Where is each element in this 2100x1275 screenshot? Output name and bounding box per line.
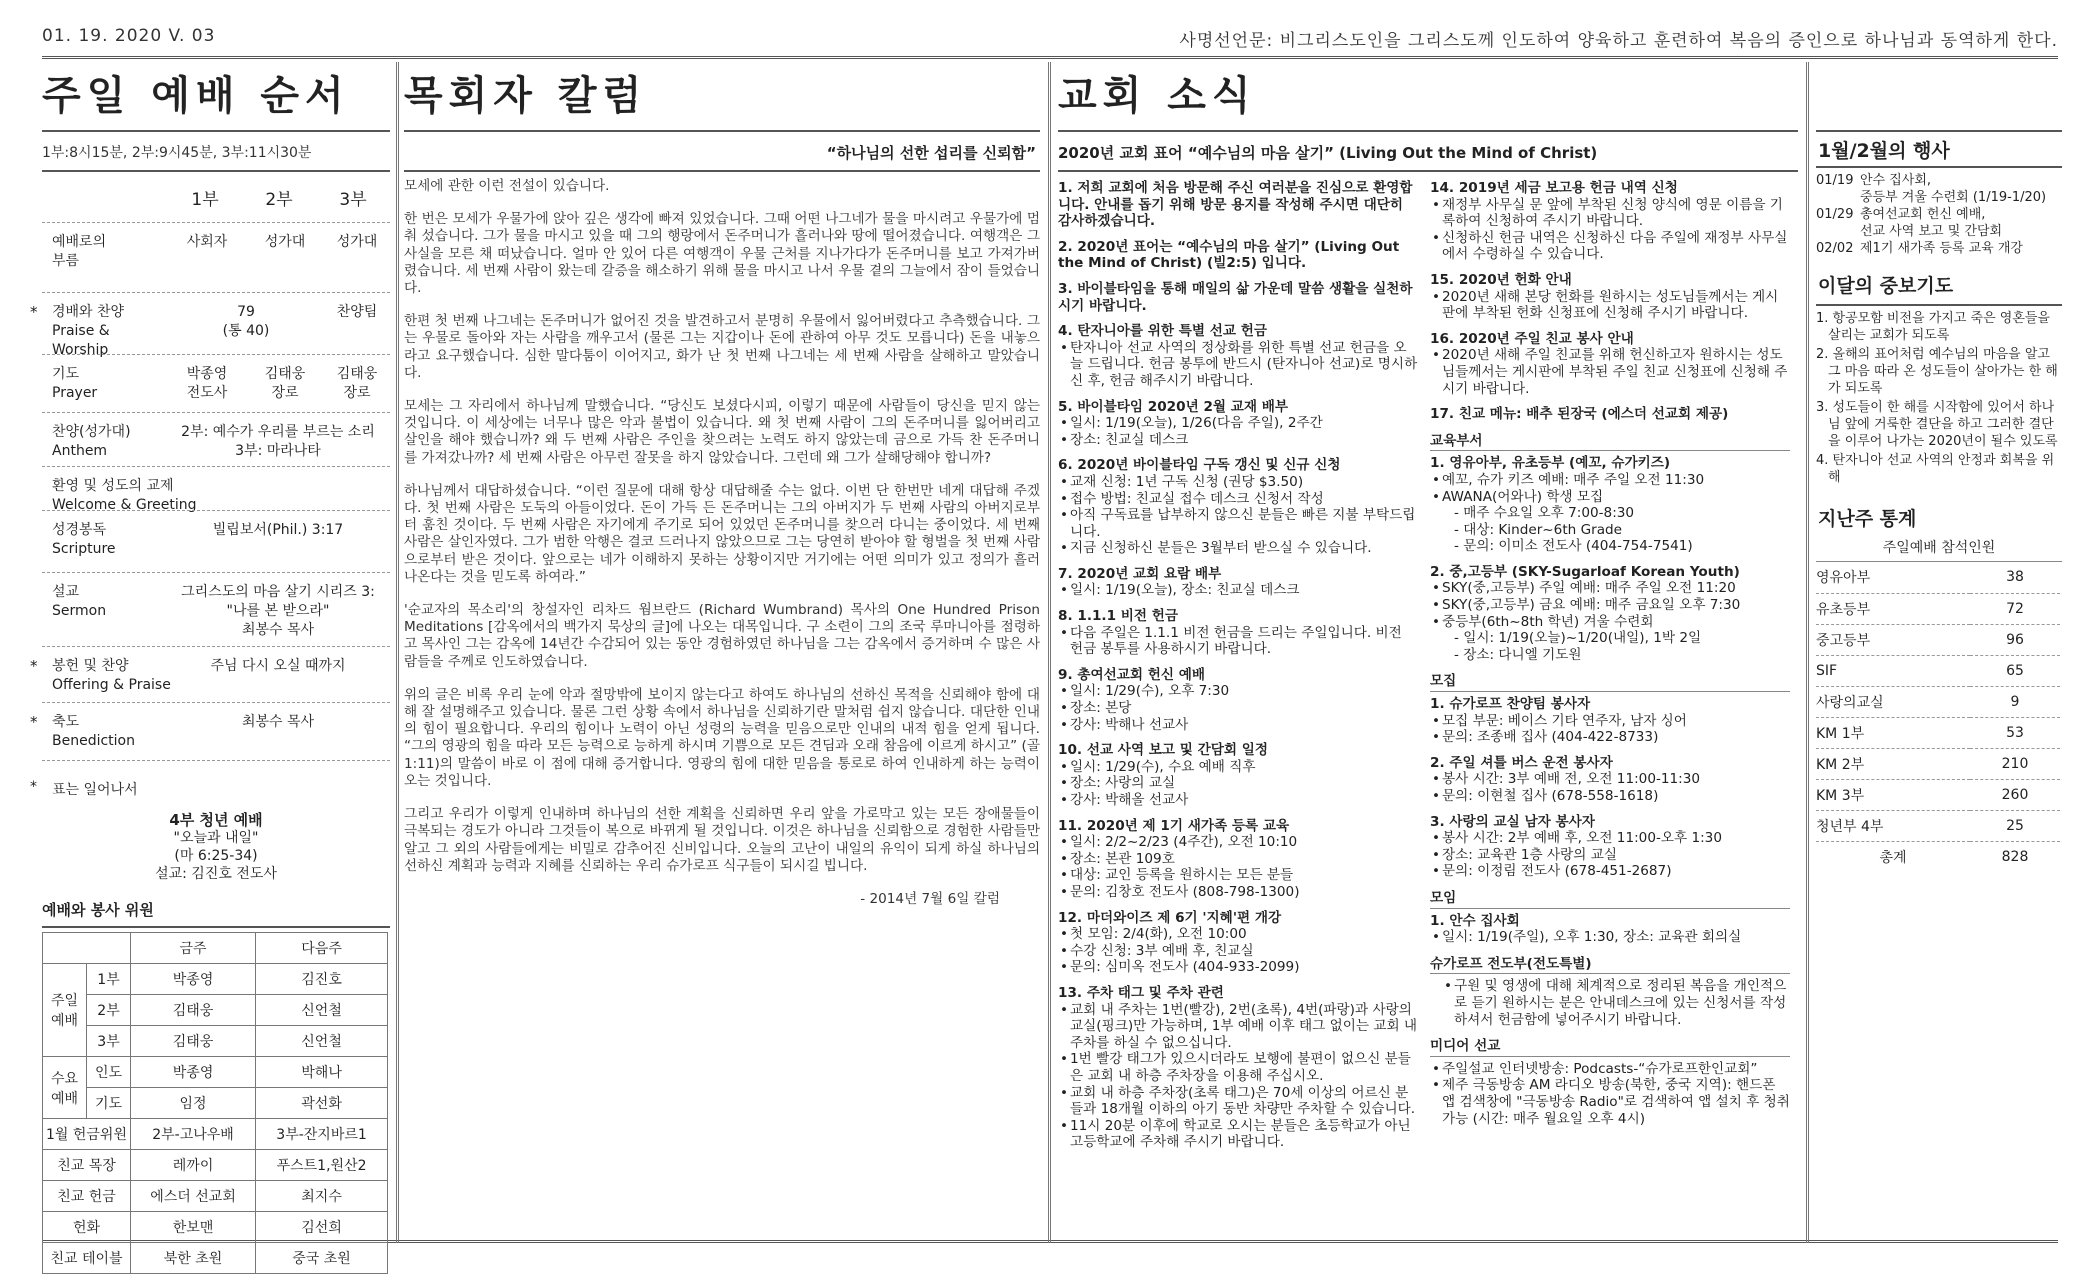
duty-row-label: 헌화 (43, 1212, 131, 1243)
news-bullet: • 모집 부문: 베이스 기타 연주자, 남자 싱어 (1442, 713, 1790, 730)
event-date: 02/02 (1816, 241, 1854, 256)
news-item-list (1430, 580, 1790, 663)
news-item-list (1430, 347, 1790, 397)
news-item-title: 16. 2020년 주일 친교 봉사 안내 (1430, 330, 1634, 347)
order-row-value: 2부: 예수가 우리를 부르는 소리 3부: 마라나타 (181, 424, 375, 459)
order-row (42, 354, 390, 412)
stats-value: 210 (1970, 748, 2060, 779)
order-row-label: 설교 Sermon (52, 584, 107, 619)
duty-next-week: 3부-잔지바르1 (256, 1119, 388, 1150)
event-item (1816, 206, 2062, 240)
column-divider (1806, 62, 1809, 1243)
news-bullet: • 탄자니아 선교 사역의 정상화를 위한 특별 선교 헌금을 오늘 드립니다. 헌금 봉투에 반드시 (탄자니아 선교)로 명시하신 후, 헌금 해주시기 바랍니다. (1070, 340, 1418, 390)
news-right (1430, 180, 1790, 1160)
news-bullet: • 접수 방법: 친교실 접수 데스크 신청서 작성 (1070, 491, 1418, 508)
stats-label: 유초등부 (1816, 593, 1970, 624)
date-volume: 01. 19. 2020 V. 03 (42, 26, 216, 46)
order-row (30, 292, 390, 358)
duty-row-label: 친교 목장 (43, 1150, 131, 1181)
evangelism-section-title: 슈가로프 전도부(전도특별) (1430, 956, 1790, 975)
events-list (1816, 172, 2062, 257)
column-paragraph: '순교자의 목소리'의 창설자인 리차드 웜브란드 (Richard Wumbrand) 목사의 One Hundred Prison Meditations [감옥에서의 백가지 묵상의 글]에 나오는 대목입니다. 구 소련이 그의 조국 루마니아를 점령하고 목사인 그는 감옥에 14년간 수감되어 있는 동안 경험하였던 하나님을 그는 감옥에서 증거하며 수 많은 사람들을 주께로 인도하였습니다. (404, 602, 1040, 670)
order-row-label: 기도 Prayer (52, 366, 98, 401)
duty-sub-label: 2부 (87, 995, 131, 1026)
stats-label: KM 3부 (1816, 779, 1970, 810)
news-item-list (1058, 625, 1418, 658)
duty-sub-label: 1부 (87, 964, 131, 995)
news-bullet: • AWANA(어와나) 학생 모집 (1442, 489, 1790, 506)
news-item-list (1058, 474, 1418, 557)
news-item-title: 1. 영유아부, 유초등부 (예꼬, 슈가키즈) (1430, 455, 1671, 472)
events-title: 1월/2월의 행사 (1818, 140, 1950, 162)
news-bullet: • 문의: 심미옥 전도사 (404-933-2099) (1070, 959, 1418, 976)
recruit-section-title: 모집 (1430, 673, 1790, 692)
stats-label: KM 2부 (1816, 748, 1970, 779)
prayer-item: 1. 항공모함 비전을 가지고 죽은 영혼들을 살리는 교회가 되도록 (1816, 311, 2050, 343)
media-list (1430, 1061, 1790, 1127)
edu-section-title: 교육부서 (1430, 433, 1790, 452)
order-row (42, 222, 390, 292)
duty-row-label: 친교 테이블 (43, 1243, 131, 1274)
news-item (1058, 818, 1418, 901)
stats-label: KM 1부 (1816, 717, 1970, 748)
column-paragraph: 하나님께서 대답하셨습니다. “이런 질문에 대해 항상 대답해줄 수는 없다. 이번 단 한번만 네게 대답해 주겠다. 첫 번째 사람은 도둑의 아들이었다. 돈이 가득 든 돈주머니는 그의 아버지가 두 번째 사람의 아버지로부터 훔친 것이다. 두 번째 사람은 자기에게 주기로 되어 있었던 돈주머니를 찾으러 다니는 중이었다. 세 번째 사람은 살인자였다. 그가 범한 악행은 결코 드러나지 않았으므로 그는 당연히 받아야 할 형벌을 첫 번째 사람으로부터 받은 것이다. 앞으로는 네가 이해하지 못하는 상황이지만 거기에는 어떤 의미가 있고 정의가 흘러나온다는 것을 믿도록 하여라.” (404, 482, 1040, 585)
prayer-title: 이달의 중보기도 (1818, 275, 1954, 297)
stats-title: 지난주 통계 (1818, 508, 1917, 530)
stats-table (1816, 562, 2060, 872)
news-item-title: 13. 주차 태그 및 주차 관련 (1058, 984, 1224, 1001)
news-item-title: 1. 슈가로프 찬양팀 봉사자 (1430, 696, 1591, 713)
news-bullet: • 재정부 사무실 문 앞에 부착된 신청 양식에 영문 이름을 기록하여 신청하여 주시기 바랍니다. (1442, 197, 1790, 230)
news-bullet: • 장소: 본당 (1070, 700, 1418, 717)
news-item-list (1430, 289, 1790, 322)
order-row-value: 사회자 (186, 234, 228, 250)
duty-this-week: 에스더 선교회 (131, 1181, 256, 1212)
column-divider (1048, 62, 1051, 1243)
event-text: 제1기 새가족 등록 교육 개강 (1860, 241, 2023, 256)
order-row-label: 성경봉독 Scripture (52, 522, 116, 557)
order-row-value: 최봉수 목사 (241, 714, 315, 730)
prayer-item: 3. 성도들이 한 해를 시작함에 있어서 하나님 앞에 거룩한 결단을 하고 그러한 결단을 이루어 나가는 2020년이 될수 있도록 (1816, 400, 2058, 449)
order-row-label: 봉헌 및 찬양 Offering & Praise (52, 658, 171, 693)
col-head-2: 2부 (265, 189, 293, 210)
duty-head-this-week: 금주 (131, 933, 256, 964)
news-item (1430, 913, 1790, 946)
duty-this-week: 박종영 (131, 1057, 256, 1088)
news-bullet: • 일시: 1/29(수), 수요 예배 직후 (1070, 759, 1418, 776)
news-item-title: 3. 바이블타임을 통해 매일의 삶 가운데 말씀 생활을 실천하시기 바랍니다. (1058, 280, 1413, 314)
stats-value: 25 (1970, 810, 2060, 841)
news-item (1430, 455, 1790, 555)
youth-service-title: 4부 청년 예배 (169, 811, 263, 829)
stats-value: 72 (1970, 593, 2060, 624)
duty-this-week: 레까이 (131, 1150, 256, 1181)
duty-this-week: 김태웅 (131, 995, 256, 1026)
duty-row-label: 친교 헌금 (43, 1181, 131, 1212)
church-news-title: 교회 소식 (1058, 73, 1257, 119)
duty-next-week: 신언철 (256, 1026, 388, 1057)
event-text: 안수 집사회, 중등부 겨울 수련회 (1/19-1/20) (1860, 173, 2047, 205)
news-bullet: • 다음 주일은 1.1.1 비전 헌금을 드리는 주일입니다. 비전 헌금 봉투를 사용하시기 바랍니다. (1070, 625, 1418, 658)
order-row-value: 그리스도의 마음 살기 시리즈 3: "나를 본 받으라" 최봉수 목사 (181, 584, 375, 638)
stats-value: 9 (1970, 686, 2060, 717)
news-item-title: 14. 2019년 세금 보고용 헌금 내역 신청 (1430, 180, 1678, 196)
news-left (1058, 180, 1418, 1160)
news-item-list (1430, 713, 1790, 746)
stats-label: 총계 (1879, 849, 1907, 866)
news-bullet: • 봉사 시간: 3부 예배 전, 오전 11:00-11:30 (1442, 771, 1790, 788)
news-item (1058, 457, 1418, 557)
column-paragraph: 한편 첫 번째 나그네는 돈주머니가 없어진 것을 발견하고서 분명히 우물에서 잃어버렸다고 추측했습니다. 그는 우물로 돌아와 자는 사람을 깨우고서 (물론 그는 지갑이나 돈에 관하여 아무 것도 모릅니다) 돈을 내놓으라고 요구했습니다. 심한 말다툼이 이어지고, 화가 난 첫 번째 나그네는 세 번째 사람을 살해하고 말았습니다. (404, 313, 1040, 381)
duty-next-week: 김선희 (256, 1212, 388, 1243)
worship-order-title: 주일 예배 순서 (42, 73, 350, 119)
news-item-title: 2. 중,고등부 (SKY-Sugarloaf Korean Youth) (1430, 563, 1740, 580)
news-subline: - 장소: 다니엘 기도원 (1454, 646, 1582, 663)
news-item (1430, 564, 1790, 664)
pastor-column-title: 목회자 칼럼 (404, 73, 648, 119)
news-item (1058, 985, 1418, 1151)
news-bullet: • 장소: 사랑의 교실 (1070, 775, 1418, 792)
order-row (42, 572, 390, 646)
news-item-list (1058, 834, 1418, 900)
news-item-list (1058, 759, 1418, 809)
news-bullet: • 예꼬, 슈가 키즈 예배: 매주 주일 오전 11:30 (1442, 472, 1790, 489)
duty-next-week: 김진호 (256, 964, 388, 995)
news-item (1430, 406, 1790, 423)
stats-label: 청년부 4부 (1816, 810, 1970, 841)
duty-head-blank (43, 933, 131, 964)
prayer-item: 4. 탄자니아 선교 사역의 안정과 회복을 위해 (1816, 453, 2055, 485)
duty-sub-label: 기도 (87, 1088, 131, 1119)
prayer-item: 2. 올해의 표어처럼 예수님의 마음을 알고 그 마음 따라 온 성도들이 살아가는 한 해가 되도록 (1816, 347, 2058, 396)
news-bullet: • 지금 신청하신 분들은 3월부터 받으실 수 있습니다. (1070, 540, 1418, 557)
news-bullet: • SKY(중,고등부) 주일 예배: 매주 주일 오전 11:20 (1442, 580, 1790, 597)
event-item (1816, 240, 2062, 257)
news-bullet: • 2020년 새해 본당 헌화를 원하시는 성도님들께서는 게시판에 부착된 헌화 신청표에 신청해 주시기 바랍니다. (1442, 289, 1790, 322)
duty-next-week: 신언철 (256, 995, 388, 1026)
news-item-title: 8. 1.1.1 비전 헌금 (1058, 608, 1179, 625)
news-bullet: • 첫 모임: 2/4(화), 오전 10:00 (1070, 926, 1418, 943)
news-bullet: • 일시: 1/19(오늘), 장소: 친교실 데스크 (1070, 582, 1418, 599)
stand-marker: * (30, 657, 38, 675)
event-date: 01/29 (1816, 207, 1854, 222)
news-item (1058, 566, 1418, 599)
news-item-list (1058, 926, 1418, 976)
news-bullet: • 수강 신청: 3부 예배 후, 친교실 (1070, 943, 1418, 960)
news-bullet: • 일시: 1/29(수), 오후 7:30 (1070, 683, 1418, 700)
stand-note: * 표는 일어나서 (30, 779, 138, 798)
news-item-title: 6. 2020년 바이블타임 구독 갱신 및 신규 신청 (1058, 457, 1341, 474)
duty-sub-label: 인도 (87, 1057, 131, 1088)
news-subline: - 문의: 이미소 전도사 (404-754-7541) (1454, 538, 1693, 555)
duty-this-week: 2부-고나우배 (131, 1119, 256, 1150)
order-row-label: 찬양(성가대) Anthem (52, 424, 131, 459)
news-item-list (1058, 1002, 1418, 1151)
news-bullet: • 교회 내 주차는 1번(빨강), 2번(초록), 4번(파랑)과 사랑의 교실(핑크)만 가능하며, 1부 예배 이후 태그 없이는 교회 내 주차를 하실 수 없으십니다. (1070, 1002, 1418, 1052)
news-item-title: 5. 바이블타임 2020년 2월 교재 배부 (1058, 398, 1289, 415)
stats-value: 53 (1970, 717, 2060, 748)
stand-marker: * (30, 713, 38, 731)
stand-marker: * (30, 303, 38, 321)
news-item-title: 1. 안수 집사회 (1430, 912, 1520, 929)
news-bullet: • 구원 및 영생에 대해 체계적으로 정리된 복음을 개인적으로 듣기 원하시는 분은 안내데스크에 있는 신청서를 작성하셔서 헌금함에 넣어주시기 바랍니다. (1454, 978, 1790, 1028)
news-bullet: • 일시: 2/2~2/23 (4주간), 오전 10:10 (1070, 834, 1418, 851)
stats-value: 828 (2001, 848, 2029, 865)
order-row-value: 김태웅 장로 (264, 366, 306, 401)
stats-value: 96 (1970, 624, 2060, 655)
duty-this-week: 한보맨 (131, 1212, 256, 1243)
news-bullet: • 대상: 교인 등록을 원하시는 모든 분들 (1070, 867, 1418, 884)
news-item-list (1430, 472, 1790, 555)
stats-value: 260 (1970, 779, 2060, 810)
news-bullet: • 교재 신청: 1년 구독 신청 (권당 $3.50) (1070, 474, 1418, 491)
news-subline: - 대상: Kinder~6th Grade (1454, 521, 1623, 538)
order-col-heads (42, 172, 390, 222)
event-date: 01/19 (1816, 173, 1854, 188)
media-section-title: 미디어 선교 (1430, 1038, 1790, 1057)
news-item-list (1430, 771, 1790, 804)
service-times: 1부:8시15분, 2부:9시45분, 3부:11시30분 (42, 145, 312, 161)
news-item-title: 11. 2020년 제 1기 새가족 등록 교육 (1058, 817, 1290, 834)
news-item-title: 17. 친교 메뉴: 배추 된장국 (에스더 선교회 제공) (1430, 406, 1729, 423)
news-bullet: • 강사: 박해나 선교사 (1070, 717, 1418, 734)
order-row-value: 성가대 (264, 234, 306, 250)
news-bullet: • 장소: 본관 109호 (1070, 851, 1418, 868)
duty-title: 예배와 봉사 위원 (42, 901, 154, 919)
column-paragraph: 모세는 그 자리에서 하나님께 말했습니다. “당신도 보셨다시피, 이렇기 때문에 사람들이 당신을 믿지 않는 것입니다. 이 세상에는 너무나 많은 악과 불법이 있습니다. 왜 첫 번째 사람이 그의 돈주머니를 잃어버리고 살인을 해야 했습니까? 왜 두 번째 사람은 주인을 찾으려는 노력도 하지 않았는데 금으로 가득 찬 돈주머니를 가져갔나까? 세 번째 사람은 아무런 잘못을 하지 않았습니다. 그런데 왜 그가 살해당해야 합니까? (404, 398, 1040, 466)
pastor-column-body (404, 172, 1040, 908)
order-row-value: 주님 다시 오실 때까지 (210, 658, 346, 674)
news-bullet: • 아직 구독료를 납부하지 않으신 분들은 빠른 지불 부탁드립니다. (1070, 507, 1418, 540)
news-item-title: 1. 저희 교회에 처음 방문해 주신 여러분을 진심으로 환영합니다. 안내를 돕기 위해 방문 용지를 작성해 주시면 대단히 감사하겠습니다. (1058, 180, 1413, 230)
duty-head-next-week: 다음주 (256, 933, 388, 964)
duty-this-week: 북한 초원 (131, 1243, 256, 1274)
news-item-list (1430, 929, 1790, 946)
event-item (1816, 172, 2062, 206)
order-rows (30, 222, 390, 760)
order-row-label: 축도 Benediction (52, 714, 135, 749)
news-item-title: 4. 탄자니아를 위한 특별 선교 헌금 (1058, 323, 1267, 340)
duty-row-label: 1월 헌금위원 (43, 1119, 131, 1150)
news-bullet: • 문의: 이현철 집사 (678-558-1618) (1442, 788, 1790, 805)
news-item (1058, 667, 1418, 733)
prayer-list (1816, 310, 2062, 486)
order-row-label: 예배로의 부름 (52, 234, 107, 269)
news-bullet: • 중등부(6th~8th 학년) 겨울 수련회 (1442, 614, 1790, 631)
side-column (1816, 66, 2062, 1237)
news-item (1058, 323, 1418, 389)
news-item-title: 9. 총여선교회 헌신 예배 (1058, 666, 1206, 683)
order-row (30, 702, 390, 760)
mission-statement: 사명선언문: 비그리스도인을 그리스도께 인도하여 양육하고 훈련하여 복음의 증인으로 하나님과 동역하게 한다. (1179, 31, 2058, 51)
order-row (42, 412, 390, 466)
column-divider (396, 62, 399, 1243)
order-row-value: 찬양팀 (336, 304, 378, 320)
order-row-label: 환영 및 성도의 교제 Welcome & Greeting (52, 478, 197, 513)
duty-next-week: 푸스트1,원산2 (256, 1150, 388, 1181)
stats-value: 65 (1970, 655, 2060, 686)
column-paragraph: 한 번은 모세가 우물가에 앉아 깊은 생각에 빠져 있었습니다. 그때 어떤 나그네가 물을 마시려고 우물가에 멈춰 섰습니다. 그가 물을 마시고 있을 때 그의 행랑에서 돈주머니가 흘러나와 땅에 떨어졌습니다. 여행객은 그 사실을 모른 채 떠났습니다. 얼마 안 있어 다른 여행객이 우물 근처를 지나가다가 돈주머니를 보고 가져가버렸습니다. 세 번째 사람이 왔는데 갈증을 해소하기 위해 물을 마시고 나서 우물 곁의 그늘에서 잠이 들었습니다. (404, 211, 1040, 297)
news-bullet: • 장소: 친교실 데스크 (1070, 432, 1418, 449)
news-item-list (1058, 683, 1418, 733)
news-bullet: • 일시: 1/19(오늘), 1/26(다음 주일), 2주간 (1070, 415, 1418, 432)
stats-label: 영유아부 (1816, 562, 1970, 593)
news-item (1058, 180, 1418, 230)
news-item (1430, 272, 1790, 322)
news-item (1058, 742, 1418, 808)
order-row-value: 성가대 (336, 234, 378, 250)
news-bullet: • SKY(중,고등부) 금요 예배: 매주 금요일 오후 7:30 (1442, 597, 1790, 614)
top-bar (42, 26, 2058, 52)
order-row-label: 경배와 찬양 Praise & Worship (52, 304, 125, 358)
meeting-section-title: 모임 (1430, 890, 1790, 909)
news-item-list (1430, 830, 1790, 880)
pastor-column (404, 66, 1040, 1237)
news-item-title: 2. 주일 셔틀 버스 운전 봉사자 (1430, 754, 1613, 771)
news-item-list (1058, 415, 1418, 448)
order-row (42, 466, 390, 513)
news-subline: - 매주 수요일 오후 7:00-8:30 (1454, 505, 1635, 522)
news-bullet: • 1번 빨강 태그가 있으시더라도 보행에 불편이 없으신 분들은 교회 내 하층 주차장을 이용해 주십시오. (1070, 1051, 1418, 1084)
order-row (30, 646, 390, 702)
col-head-1: 1부 (191, 189, 219, 210)
duty-sub-label: 3부 (87, 1026, 131, 1057)
news-bullet: • 교회 내 하층 주차장(초록 태그)은 70세 이상의 어르신 분들과 18개월 이하의 아기 동반 차량만 주차할 수 있습니다. (1070, 1085, 1418, 1118)
evangelism-list (1430, 978, 1790, 1028)
news-item-title: 15. 2020년 헌화 안내 (1430, 271, 1572, 288)
news-bullet: • 일시: 1/19(주일), 오후 1:30, 장소: 교육관 회의실 (1442, 929, 1790, 946)
column-paragraph: 그리고 우리가 이렇게 인내하며 하나님의 선한 계획을 신뢰하면 우리 앞을 가로막고 있는 모든 장애물들이 극복되는 경도가 아니라 그것들이 복으로 바뀌게 될 것입니다. 이것은 하나님을 신뢰함으로 경험한 사람들만 알고 그 외의 사람들에게는 비밀로 감추어진 신비입니다. 오늘의 고난이 내일의 유익이 되게 하실 하나님의 선하신 계획과 능력과 지혜를 신뢰하는 우리 슈가로프 식구들이 되시길 빕니다. (404, 806, 1040, 874)
news-item (1058, 608, 1418, 658)
news-item-list (1058, 340, 1418, 390)
duty-this-week: 김태웅 (131, 1026, 256, 1057)
news-item (1430, 331, 1790, 397)
news-item (1430, 180, 1790, 263)
stats-label: 사랑의교실 (1816, 686, 1970, 717)
duty-next-week: 최지수 (256, 1181, 388, 1212)
news-item (1430, 696, 1790, 746)
news-item-list (1058, 582, 1418, 599)
stats-value: 38 (1970, 562, 2060, 593)
news-item-title: 7. 2020년 교회 요람 배부 (1058, 565, 1222, 582)
news-item (1058, 399, 1418, 449)
church-news-column (1058, 66, 1798, 1237)
news-bullet: • 제주 극동방송 AM 라디오 방송(북한, 중국 지역): 핸드폰 앱 검색창에 "극동방송 Radio"로 검색하여 앱 설치 후 청취 가능 (시간: 매주 월요일 오후 4시) (1442, 1077, 1790, 1127)
news-bullet: • 신청하신 헌금 내역은 신청하신 다음 주일에 재정부 사무실에서 수령하실 수 있습니다. (1442, 230, 1790, 263)
news-item (1430, 814, 1790, 880)
news-bullet: • 장소: 교육관 1층 사랑의 교실 (1442, 847, 1790, 864)
news-bullet: • 주일설교 인터넷방송: Podcasts-“슈가로프한인교회” (1442, 1061, 1790, 1078)
news-subline: - 일시: 1/19(오늘)~1/20(내일), 1박 2일 (1454, 630, 1702, 647)
duty-table (42, 932, 388, 1274)
order-row-value: 79 (통 40) (222, 304, 270, 339)
news-bullet: • 11시 20분 이후에 학교로 오시는 분들은 초등학교가 아닌 고등학교에 주차해 주시기 바랍니다. (1070, 1118, 1418, 1151)
news-bullet: • 2020년 새해 주일 친교를 위해 헌신하고자 원하시는 성도님들께서는 게시판에 부착된 주일 친교 신청표에 신청해 주시기 바랍니다. (1442, 347, 1790, 397)
youth-service-verse: (마 6:25-34) (174, 848, 258, 864)
duty-next-week: 박해나 (256, 1057, 388, 1088)
order-row-value: 김태웅 장로 (336, 366, 378, 401)
col-head-3: 3부 (339, 189, 367, 210)
news-item (1058, 281, 1418, 314)
duty-this-week: 박종영 (131, 964, 256, 995)
news-bullet: • 강사: 박해올 선교사 (1070, 792, 1418, 809)
order-row-value: 빌립보서(Phil.) 3:17 (212, 522, 344, 538)
news-item-title: 2. 2020년 표어는 “예수님의 마음 살기” (Living Out the Mind of Christ) (빌2:5) 입니다. (1058, 238, 1400, 272)
duty-next-week: 중국 초원 (256, 1243, 388, 1274)
stats-label: 중고등부 (1816, 624, 1970, 655)
news-item (1058, 239, 1418, 272)
top-rule (42, 56, 2058, 59)
duty-group-label: 주일 예배 (43, 964, 87, 1057)
event-text: 총여선교회 헌신 예배, 선교 사역 보고 및 간담회 (1860, 207, 2003, 239)
duty-this-week: 임정 (131, 1088, 256, 1119)
news-item-list (1430, 197, 1790, 263)
column-signature: - 2014년 7월 6일 칼럼 (860, 890, 1000, 907)
news-bullet: • 봉사 시간: 2부 예배 후, 오전 11:00-오후 1:30 (1442, 830, 1790, 847)
pastor-column-subtitle: “하나님의 선한 섭리를 신뢰함” (826, 144, 1036, 162)
news-item-title: 3. 사랑의 교실 남자 봉사자 (1430, 813, 1595, 830)
youth-service-theme: "오늘과 내일" (173, 830, 259, 846)
column-paragraph: 모세에 관한 이런 전설이 있습니다. (404, 178, 610, 194)
column-paragraph: 위의 글은 비록 우리 눈에 악과 절망밖에 보이지 않는다고 하여도 하나님의 선하신 목적을 신뢰해야 함에 대해 잘 설명해주고 있습니다. 물론 그런 상황 속에서 하나님을 신뢰하기란 말처럼 쉽지 않습니다. 대단한 인내의 힘이 필요합니다. 우리의 힘이나 노력이 아닌 성령의 능력을 믿음으로만 인내의 내적 힘을 얻게 됩니다. “그의 영광의 힘을 따라 모든 능력으로 능하게 하시며 기쁨으로 모든 견딤과 오래 참음에 이르게 하시고” (골1:11)의 말씀이 바로 이 점에 대해 증거합니다. 영광의 힘에 대한 믿음을 통로로 하여 인내하게 하는 능력이 오는 것입니다. (404, 686, 1040, 789)
duty-group-label: 수요 예배 (43, 1057, 87, 1119)
stats-header: 주일예배 참석인원 (1882, 540, 1996, 556)
news-item-title: 10. 선교 사역 보고 및 간담회 일정 (1058, 742, 1269, 759)
duty-next-week: 곽선화 (256, 1088, 388, 1119)
news-bullet: • 문의: 김창호 전도사 (808-798-1300) (1070, 884, 1418, 901)
stats-label: SIF (1816, 655, 1970, 686)
order-row (42, 510, 390, 572)
worship-order-column (30, 66, 390, 1267)
year-theme: 2020년 교회 표어 “예수님의 마음 살기” (Living Out the Mind of Christ) (1058, 144, 1598, 162)
news-item-title: 12. 마더와이즈 제 6기 '지혜'편 개강 (1058, 909, 1282, 926)
youth-service-preacher: 설교: 김진호 전도사 (155, 866, 277, 882)
news-item (1058, 910, 1418, 976)
news-item (1430, 755, 1790, 805)
order-row-value: 박종영 전도사 (186, 366, 228, 401)
youth-service (42, 811, 390, 883)
news-bullet: • 문의: 이정림 전도사 (678-451-2687) (1442, 863, 1790, 880)
news-bullet: • 문의: 조종배 집사 (404-422-8733) (1442, 729, 1790, 746)
